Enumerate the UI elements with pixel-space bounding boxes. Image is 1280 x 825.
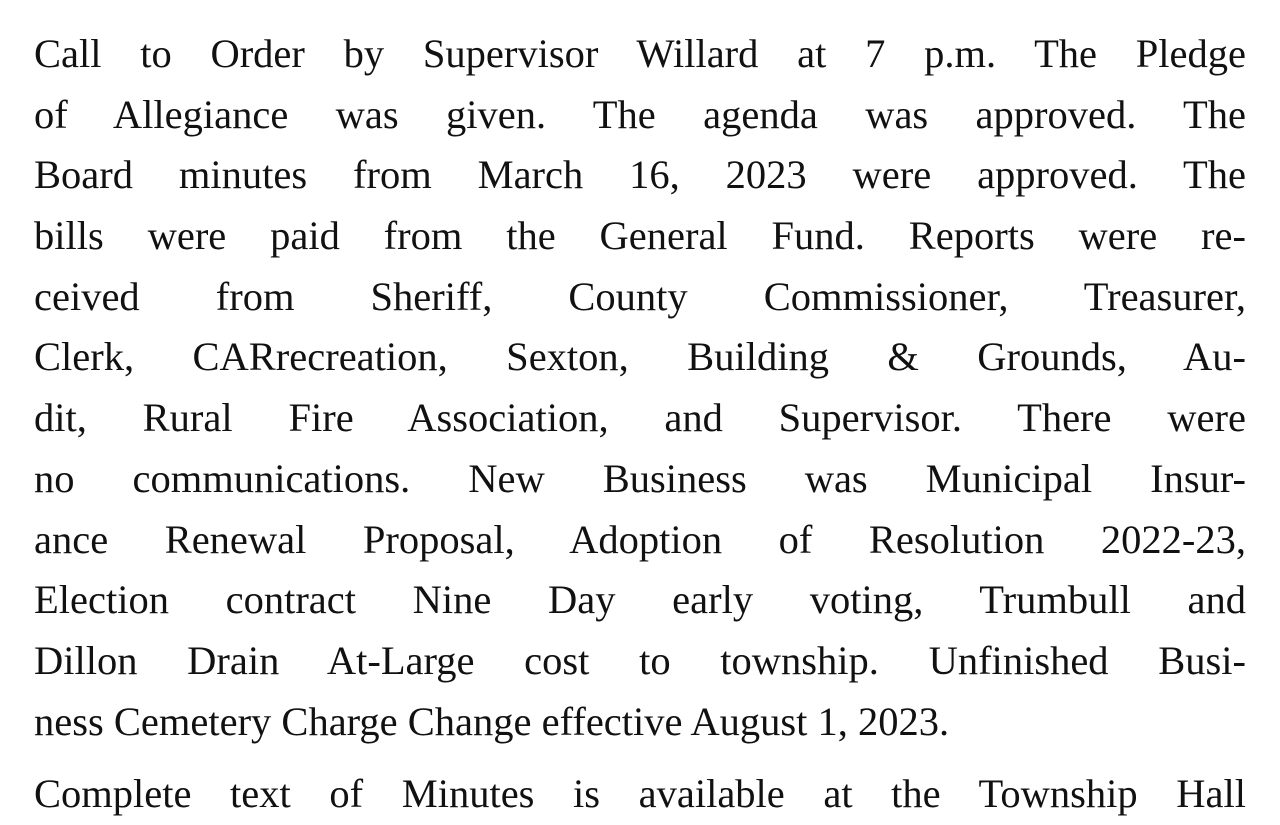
- meeting-minutes-notice: [34, 24, 1246, 825]
- minutes-line: dit, Rural Fire Association, and Supervisor. There were: [34, 395, 1246, 441]
- minutes-line: Clerk, CARrecreation, Sexton, Building & Grounds, Au-: [34, 334, 1246, 380]
- minutes-line: bills were paid from the General Fund. Reports were re-: [34, 213, 1246, 259]
- minutes-line: Call to Order by Supervisor Willard at 7 p.m. The Pledge: [34, 31, 1246, 76]
- minutes-line: no communications. New Business was Municipal Insur-: [34, 455, 1246, 501]
- minutes-availability-line: Complete text of Minutes is available at the Township Hall: [34, 771, 1246, 817]
- minutes-line: ceived from Sheriff, County Commissioner, Treasurer,: [34, 273, 1246, 319]
- minutes-line: of Allegiance was given. The agenda was approved. The: [34, 91, 1246, 137]
- minutes-line: Dillon Drain At-Large cost to township. Unfinished Busi-: [34, 637, 1246, 683]
- minutes-line: ance Renewal Proposal, Adoption of Resolution 2022-23,: [34, 516, 1246, 562]
- minutes-line: ness Cemetery Charge Change effective August 1, 2023.: [34, 698, 950, 744]
- minutes-line: Board minutes from March 16, 2023 were approved. The: [34, 152, 1246, 198]
- minutes-line: Election contract Nine Day early voting, Trumbull and: [34, 577, 1246, 623]
